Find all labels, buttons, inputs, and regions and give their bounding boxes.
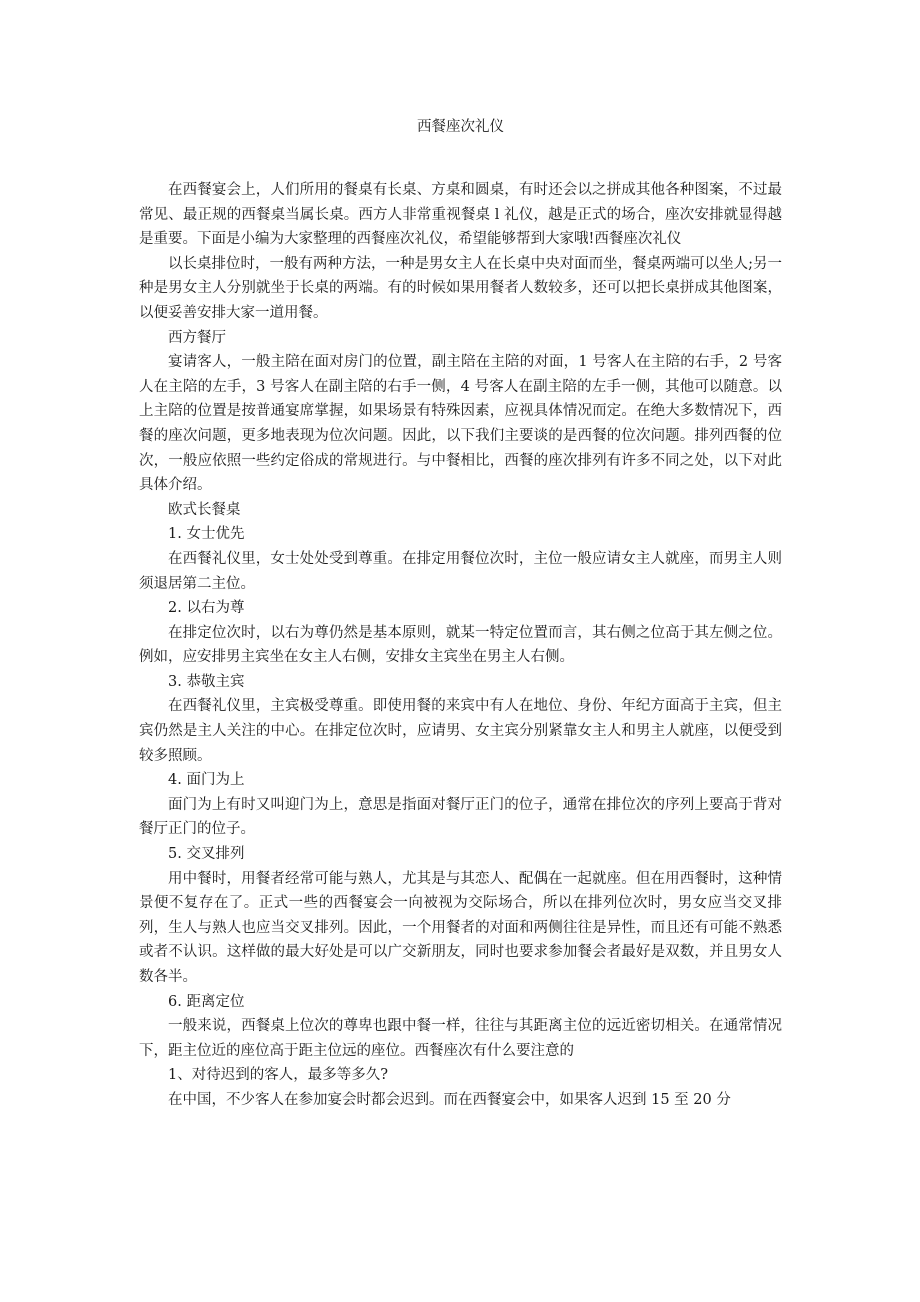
heading-right-honored: 2. 以右为尊 [168, 600, 245, 617]
paragraph-intro: 在西餐宴会上，人们所用的餐桌有长桌、方桌和圆桌，有时还会以之拼成其他各种图案，不过最常见、最正规的西餐桌当属长桌。西方人非常重视餐桌 l 礼仪，越是正式的场合，座次安排就显得越是重要。下面是小编为大家整理的西餐座次礼仪，希望能够帮到大家哦!西餐座次礼仪 [139, 182, 782, 248]
paragraph-distance-position: 一般来说，西餐桌上位次的尊卑也跟中餐一样，往往与其距离主位的远近密切相关。在通常情况下，距主位近的座位高于距主位远的座位。西餐座次有什么要注意的 [139, 1018, 782, 1059]
heading-facing-door: 4. 面门为上 [168, 772, 245, 789]
paragraph-ladies-first: 在西餐礼仪里，女士处处受到尊重。在排定用餐位次时，主位一般应请女主人就座，而男主人则须退居第二主位。 [139, 550, 782, 592]
document-page [139, 0, 782, 1113]
paragraph-cross-arrangement: 用中餐时，用餐者经常可能与熟人，尤其是与其恋人、配偶在一起就座。但在用西餐时，这种情景便不复存在了。正式一些的西餐宴会一向被视为交际场合，所以在排列位次时，男女应当交叉排列，生人与熟人也应当交叉排列。因此，一个用餐者的对面和两侧往往是异性，而且还有可能不熟悉或者不认识。这样做的最大好处是可以广交新朋友，同时也要求参加餐会者最好是双数，并且男女人数各半。 [139, 870, 782, 985]
paragraph-respect-guest: 在西餐礼仪里，主宾极受尊重。即使用餐的来宾中有人在地位、身份、年纪方面高于主宾，但主宾仍然是主人关注的中心。在排定位次时，应请男、女主宾分别紧靠女主人和男主人就座，以便受到较多照顾。 [139, 698, 782, 764]
document-title: 西餐座次礼仪 [417, 119, 504, 135]
heading-european-long-table: 欧式长餐桌 [168, 501, 241, 518]
heading-distance-position: 6. 距离定位 [168, 993, 245, 1010]
document-body [139, 178, 782, 1113]
paragraph-right-honored: 在排定位次时，以右为尊仍然是基本原则，就某一特定位置而言，其右侧之位高于其左侧之位。例如，应安排男主宾坐在女主人右侧，安排女主宾坐在男主人右侧。 [139, 624, 782, 666]
paragraph-facing-door: 面门为上有时又叫迎门为上，意思是指面对餐厅正门的位子，通常在排位次的序列上要高于背对餐厅正门的位子。 [139, 796, 782, 838]
heading-respect-guest: 3. 恭敬主宾 [168, 673, 245, 690]
paragraph-hosting-guests: 宴请客人，一般主陪在面对房门的位置，副主陪在主陪的对面，1 号客人在主陪的右手，2 号客人在主陪的左手，3 号客人在副主陪的右手一侧，4 号客人在副主陪的左手一侧，其他可以随意。以上主陪的位置是按普通宴席掌握，如果场景有特殊因素，应视具体情况而定。在绝大多数情况下，西餐的座次问题，更多地表现为位次问题。因此，以下我们主要谈的是西餐的位次问题。排列西餐的位次，一般应依照一些约定俗成的常规进行。与中餐相比，西餐的座次排列有许多不同之处，以下对此具体介绍。 [139, 354, 782, 494]
paragraph-late-guests: 在中国，不少客人在参加宴会时都会迟到。而在西餐宴会中，如果客人迟到 15 至 20 分 [168, 1091, 731, 1108]
paragraph-long-table: 以长桌排位时，一般有两种方法，一种是男女主人在长桌中央对面而坐，餐桌两端可以坐人;另一种是男女主人分别就坐于长桌的两端。有的时候如果用餐者人数较多，还可以把长桌拼成其他图案，以便妥善安排大家一道用餐。 [139, 255, 782, 321]
heading-western-restaurant: 西方餐厅 [168, 329, 226, 346]
heading-ladies-first: 1. 女士优先 [168, 526, 245, 543]
heading-cross-arrangement: 5. 交叉排列 [168, 846, 245, 863]
heading-late-guests: 1、对待迟到的客人，最多等多久? [168, 1067, 388, 1084]
